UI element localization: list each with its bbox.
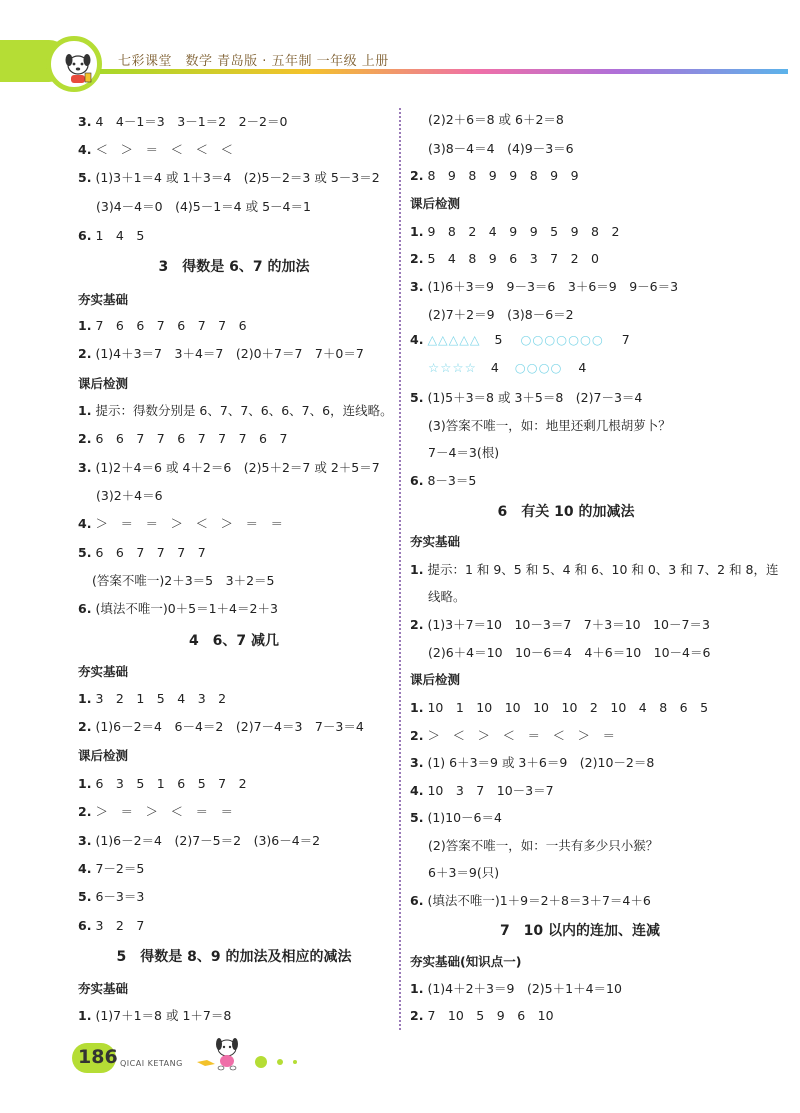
list-item: 5. 6－3＝3 (78, 889, 145, 904)
list-item: (3)2＋4＝6 (96, 488, 163, 503)
list-item: 3. 4 4－1＝3 3－1＝2 2－2＝0 (78, 114, 288, 129)
subheading: 课后检测 (78, 748, 129, 763)
circles-icon: ○○○○○○○ (520, 332, 604, 347)
list-item: 1. 7 6 6 7 6 7 7 6 (78, 318, 247, 333)
page-header (0, 0, 800, 100)
subheading: 课后检测 (410, 196, 461, 211)
list-item: 3. (1) 6＋3＝9 或 3＋6＝9 (2)10－2＝8 (410, 755, 655, 770)
list-item: (2)7＋2＝9 (3)8－6＝2 (428, 307, 574, 322)
list-item: 2. 8 9 8 9 9 8 9 9 (410, 168, 579, 183)
triangles-icon: △△△△△ (427, 332, 481, 347)
circles-icon: ○○○○ (514, 360, 563, 375)
list-item: 4. 10 3 7 10－3＝7 (410, 783, 554, 798)
decorative-dots (255, 1051, 302, 1070)
list-item: 5. 6 6 7 7 7 7 (78, 545, 206, 560)
dot-icon (277, 1059, 283, 1065)
dot-icon (255, 1056, 267, 1068)
list-item: 2. 7 10 5 9 6 10 (410, 1008, 554, 1023)
list-item: 2. ＞ ＝ ＞ ＜ ＝ ＝ (78, 804, 233, 819)
list-item: 2. (1)6－2＝4 6－4＝2 (2)7－4＝3 7－3＝4 (78, 719, 364, 734)
list-item: 4. ＞ ＝ ＝ ＞ ＜ ＞ ＝ ＝ (78, 516, 283, 531)
list-item: 2. 6 6 7 7 6 7 7 7 6 7 (78, 431, 288, 446)
list-item: 1. 6 3 5 1 6 5 7 2 (78, 776, 247, 791)
list-item: 1. (1)4＋2＋3＝9 (2)5＋1＋4＝10 (410, 981, 622, 996)
list-item: 2. (1)4＋3＝7 3＋4＝7 (2)0＋7＝7 7＋0＝7 (78, 346, 364, 361)
list-item: 6＋3＝9(只) (428, 865, 500, 880)
logo-badge (46, 36, 102, 92)
list-item: (3)8－4＝4 (4)9－3＝6 (428, 141, 574, 156)
list-item: 1. 提示：1 和 9、5 和 5、4 和 6、10 和 0、3 和 7、2 和 8，连 (410, 562, 779, 577)
list-item: 1. 9 8 2 4 9 9 5 9 8 2 (410, 224, 620, 239)
section-title: 3 得数是 6、7 的加法 (158, 259, 310, 275)
page-number: 186 (78, 1046, 118, 1068)
subheading: 夯实基础 (78, 664, 129, 679)
list-item: 2. 5 4 8 9 6 3 7 2 0 (410, 251, 600, 266)
list-item: 7－4＝3(根) (428, 445, 500, 460)
list-item: 5. (1)3＋1＝4 或 1＋3＝4 (2)5－2＝3 或 5－3＝2 (78, 170, 380, 185)
stars-icon: ☆☆☆☆ (428, 360, 477, 375)
page-footer (0, 1030, 800, 1113)
list-item: (2)2＋6＝8 或 6＋2＝8 (428, 112, 564, 127)
subheading: 夯实基础(知识点一) (410, 954, 522, 969)
list-item: 6. (填法不唯一)1＋9＝2＋8＝3＋7＝4＋6 (410, 893, 651, 908)
list-item: 3. (1)6＋3＝9 9－3＝6 3＋6＝9 9－6＝3 (410, 279, 679, 294)
dot-icon (293, 1060, 297, 1064)
subheading: 课后检测 (78, 376, 129, 391)
section-title: 6 有关 10 的加减法 (497, 504, 635, 520)
list-item: 1. 10 1 10 10 10 10 2 10 4 8 6 5 (410, 700, 709, 715)
list-item: 5. (1)10－6＝4 (410, 810, 502, 825)
list-item: (3)4－4＝0 (4)5－1＝4 或 5－4＝1 (96, 199, 311, 214)
list-item: 6. 8－3＝5 (410, 473, 477, 488)
cartoon-dog-icon (195, 1032, 245, 1072)
list-item: 6. 3 2 7 (78, 918, 145, 933)
list-item: 线略。 (428, 589, 466, 604)
list-item: 1. 3 2 1 5 4 3 2 (78, 691, 227, 706)
list-item: (2)6＋4＝10 10－6＝4 4＋6＝10 10－4＝6 (428, 645, 711, 660)
brand-text: QICAI KETANG (120, 1059, 183, 1068)
list-item: 3. (1)6－2＝4 (2)7－5＝2 (3)6－4＝2 (78, 833, 321, 848)
subheading: 夯实基础 (78, 292, 129, 307)
list-item: 4. 7－2＝5 (78, 861, 145, 876)
list-item: 2. ＞ ＜ ＞ ＜ ＝ ＜ ＞ ＝ (410, 728, 615, 743)
list-item: 1. 提示：得数分别是 6、7、7、6、6、7、6，连线略。 (78, 403, 393, 418)
subheading: 夯实基础 (78, 981, 129, 996)
cartoon-dog-icon (61, 49, 95, 85)
list-item: 2. (1)3＋7＝10 10－3＝7 7＋3＝10 10－7＝3 (410, 617, 710, 632)
header-title: 七彩课堂 数学 青岛版 · 五年制 一年级 上册 (118, 54, 389, 69)
section-title: 4 6、7 减几 (188, 633, 280, 649)
list-item: 4. ＜ ＞ ＝ ＜ ＜ ＜ (78, 142, 233, 157)
list-item: 6. 1 4 5 (78, 228, 145, 243)
column-divider (399, 108, 401, 1030)
list-item: 5. (1)5＋3＝8 或 3＋5＝8 (2)7－3＝4 (410, 390, 643, 405)
list-item: (2)答案不唯一，如：一共有多少只小猴？ (428, 838, 659, 853)
list-item: (3)答案不唯一，如：地里还剩几根胡萝卜？ (428, 418, 671, 433)
subheading: 夯实基础 (410, 534, 461, 549)
subheading: 课后检测 (410, 672, 461, 687)
shape-row: 4. △△△△△ 5 ○○○○○○○ 7 (410, 332, 630, 347)
list-item: 6. (填法不唯一)0＋5＝1＋4＝2＋3 (78, 601, 278, 616)
list-item: (答案不唯一)2＋3＝5 3＋2＝5 (92, 573, 275, 588)
section-title: 5 得数是 8、9 的加法及相应的减法 (116, 949, 352, 965)
shape-row: ☆☆☆☆ 4 ○○○○ 4 (428, 360, 587, 375)
section-title: 7 10 以内的连加、连减 (499, 923, 661, 939)
list-item: 3. (1)2＋4＝6 或 4＋2＝6 (2)5＋2＝7 或 2＋5＝7 (78, 460, 380, 475)
list-item: 1. (1)7＋1＝8 或 1＋7＝8 (78, 1008, 232, 1023)
rainbow-bar (100, 69, 788, 74)
